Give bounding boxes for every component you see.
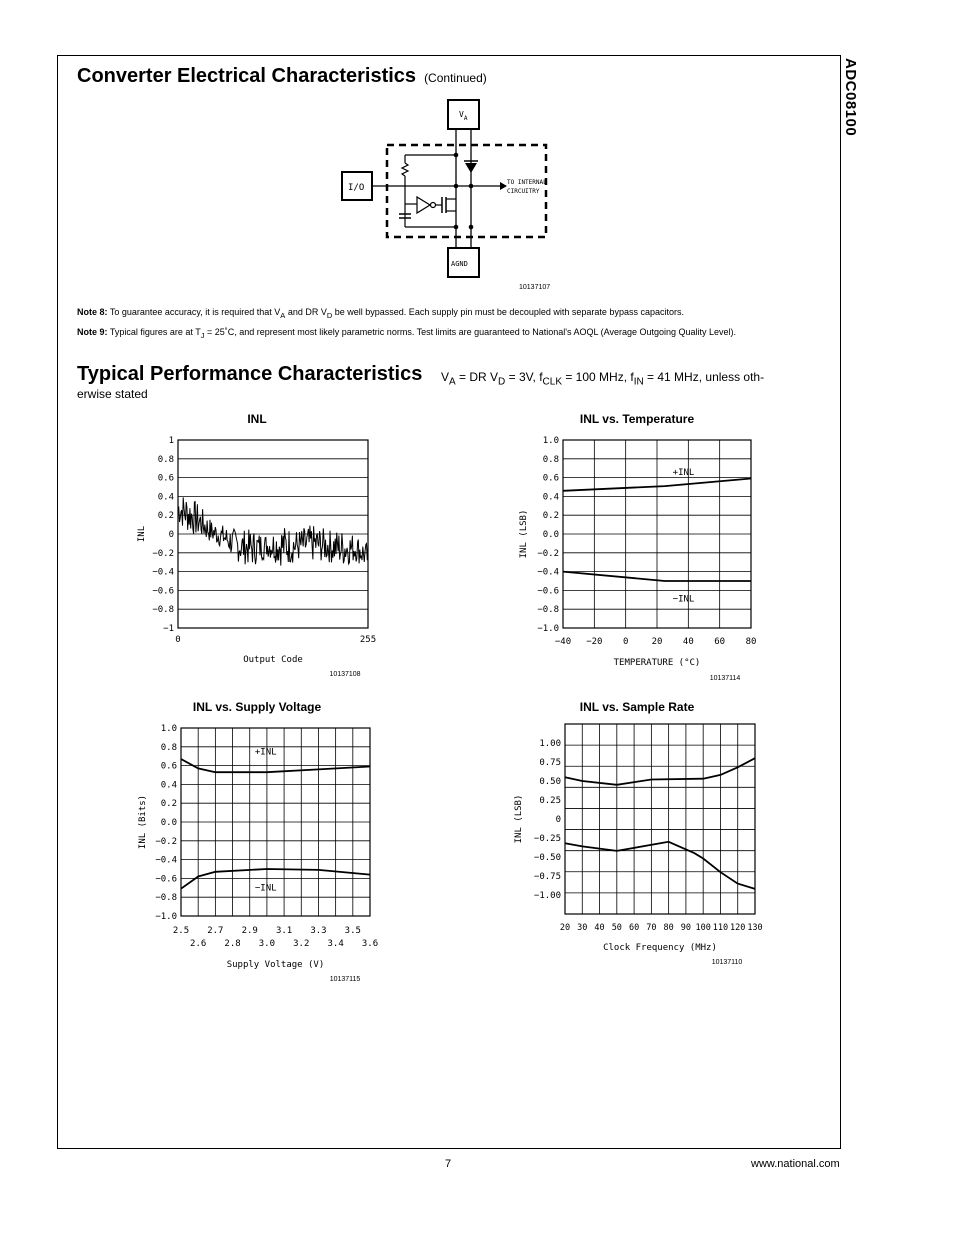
y-tick-label: −1.0 [537,624,559,634]
note-8: Note 8: To guarantee accuracy, it is required that $V_A$ and DR $V_D$ be well bypassed. Each supply pin must be decoupled with separate bypass capacitors. [77,307,684,320]
page-number: 7 [445,1158,452,1170]
y-tick-label: 0.8 [160,742,177,753]
y-tick-label: 0 [168,530,174,540]
y-tick-label: 0.6 [542,473,559,484]
x-tick-label: 110 [712,923,729,933]
x-tick-label: 255 [359,635,377,645]
to-internal-label: TO INTERNAL [507,179,547,186]
y-tick-label: 0.4 [160,780,177,791]
y-tick-label: −1.00 [533,891,561,901]
x-tick-label: 20 [651,637,663,647]
x-tick-label: 20 [559,923,571,933]
y-tick-label: 0.50 [539,777,561,787]
y-tick-label: 0.0 [160,818,177,828]
x-tick-label: 3.2 [293,939,310,949]
io-equivalent-circuit [335,95,565,280]
part-number-side-title: ADC08100 [842,58,859,137]
inl-vs-temperature-chart [505,430,775,680]
x-tick-label: 90 [680,923,692,933]
y-tick-label: 0.0 [542,530,559,540]
y-tick-label: −0.8 [537,605,559,616]
x-tick-label: 50 [611,923,622,933]
series-line-plus [565,758,755,785]
series-label: +INL [672,467,695,478]
x-tick-label: 3.3 [310,926,327,936]
chart-title-inl-supply: INL vs. Supply Voltage [192,700,322,714]
x-tick-label: 80 [663,923,674,933]
x-tick-label: 2.7 [207,926,224,936]
x-axis-label: Output Code [243,655,303,665]
y-tick-label: −0.75 [533,872,561,882]
x-tick-label: 3.4 [327,939,344,949]
x-tick-label: 80 [745,637,757,647]
x-tick-label: 3.0 [258,939,276,949]
x-axis-label: TEMPERATURE (°C) [613,658,701,668]
figure-id: 10137108 [329,671,361,678]
figure-id: 10137110 [711,959,743,966]
y-tick-label: −0.8 [155,893,177,904]
y-tick-label: −0.4 [152,567,174,578]
x-tick-label: 2.6 [190,939,207,949]
series-label: +INL [254,747,277,758]
y-tick-label: 1.0 [160,724,177,734]
y-tick-label: 0.8 [157,454,174,465]
series-line-minus [565,842,755,889]
x-tick-label: 60 [714,637,726,647]
resistor-icon [402,163,408,176]
agnd-pin-label: AGND [451,260,468,268]
y-tick-label: 0.6 [157,473,174,484]
y-tick-label: −0.6 [155,874,177,885]
x-tick-label: 70 [646,923,657,933]
chart-title-inl-temp: INL vs. Temperature [579,412,695,426]
x-tick-label: 60 [628,923,640,933]
x-tick-label: 2.8 [224,939,241,949]
x-tick-label: −20 [586,637,603,647]
figure-id: 10137115 [329,976,361,983]
plot-frame [565,724,755,914]
y-tick-label: −0.6 [152,586,174,597]
arrow-icon [500,182,507,190]
io-pin-label: I/O [348,183,365,193]
y-axis-label: INL (Bits) [138,794,148,850]
y-tick-label: 0 [555,815,561,825]
x-tick-label: −40 [554,637,572,647]
y-tick-label: 0.2 [542,511,559,522]
series-label: −INL [672,594,695,605]
x-tick-label: 100 [695,923,711,933]
y-tick-label: −0.4 [155,855,177,866]
inl-vs-supply-voltage-chart [130,718,390,983]
x-tick-label: 120 [730,923,746,933]
y-tick-label: −0.25 [533,834,561,844]
y-tick-label: −0.2 [152,548,174,559]
y-axis-label: INL [137,525,147,543]
figure-id: 10137114 [709,675,741,680]
continued-label: (Continued) [424,71,487,85]
y-tick-label: −1 [163,624,174,634]
y-tick-label: 0.8 [542,454,559,465]
y-tick-label: −0.2 [537,548,559,559]
notes-block [77,306,819,346]
y-axis-label: INL (LSB) [519,509,529,559]
x-axis-label: Clock Frequency (MHz) [603,943,717,953]
section-title-converter: Converter Electrical Characteristics (Continued) [77,65,487,87]
x-tick-label: 40 [594,923,605,933]
chart-title-inl: INL [247,412,267,426]
y-tick-label: −0.2 [155,836,177,847]
section-title-typical: Typical Performance Characteristics [77,363,423,385]
inl-chart [130,430,390,680]
buffer-icon [417,197,430,213]
va-pin-label: $V_A$ [459,110,468,122]
x-tick-label: 3.1 [275,926,293,936]
x-tick-label: 3.6 [361,939,379,949]
x-tick-label: 40 [682,637,694,647]
y-axis-label: INL (LSB) [514,794,524,844]
y-tick-label: 0.4 [542,492,559,503]
inl-series-line [178,497,368,565]
y-tick-label: 0.2 [160,799,177,810]
x-tick-label: 2.9 [241,926,258,936]
y-tick-label: −0.6 [537,586,559,597]
note-9: Note 9: Typical figures are at $T_J$ = 25˚C, and represent most likely parametric norms. Test limits are guaranteed to National's AOQL (Average Outgoing Quality Level). [77,326,737,340]
x-tick-label: 3.5 [344,926,361,936]
test-conditions: $V_A$ = DR $V_D = 3V$, $f_{CLK} = 100$ MHz, $f_{IN} = 41$ MHz, unless oth- [441,370,765,388]
x-tick-label: 30 [577,923,588,933]
y-tick-label: 0.25 [539,796,561,806]
x-axis-label: Supply Voltage (V) [226,960,325,970]
y-tick-label: −0.50 [533,853,561,863]
series-label: −INL [254,883,277,894]
y-tick-label: 0.4 [157,492,174,503]
footer-website: www.national.com [751,1158,840,1170]
y-tick-label: 1.0 [542,436,559,446]
figure-id-circuit: 10137107 [519,284,551,291]
x-tick-label: 2.5 [172,926,190,936]
y-tick-label: 1 [168,436,174,446]
y-tick-label: 0.2 [157,511,174,522]
y-tick-label: 0.75 [539,758,561,768]
y-tick-label: 1.00 [539,739,561,749]
diode-icon [465,163,477,173]
test-conditions-cont: erwise stated [77,387,148,401]
x-tick-label: 0 [622,637,629,647]
y-tick-label: −0.4 [537,567,559,578]
y-tick-label: −1.0 [155,912,177,922]
chart-title-inl-sample: INL vs. Sample Rate [579,700,695,714]
y-tick-label: −0.8 [152,605,174,616]
circuitry-label: CIRCUITRY [507,188,540,195]
y-tick-label: 0.6 [160,761,177,772]
x-tick-label: 0 [175,635,181,645]
x-tick-label: 130 [747,923,763,933]
inl-vs-sample-rate-chart [505,718,775,968]
